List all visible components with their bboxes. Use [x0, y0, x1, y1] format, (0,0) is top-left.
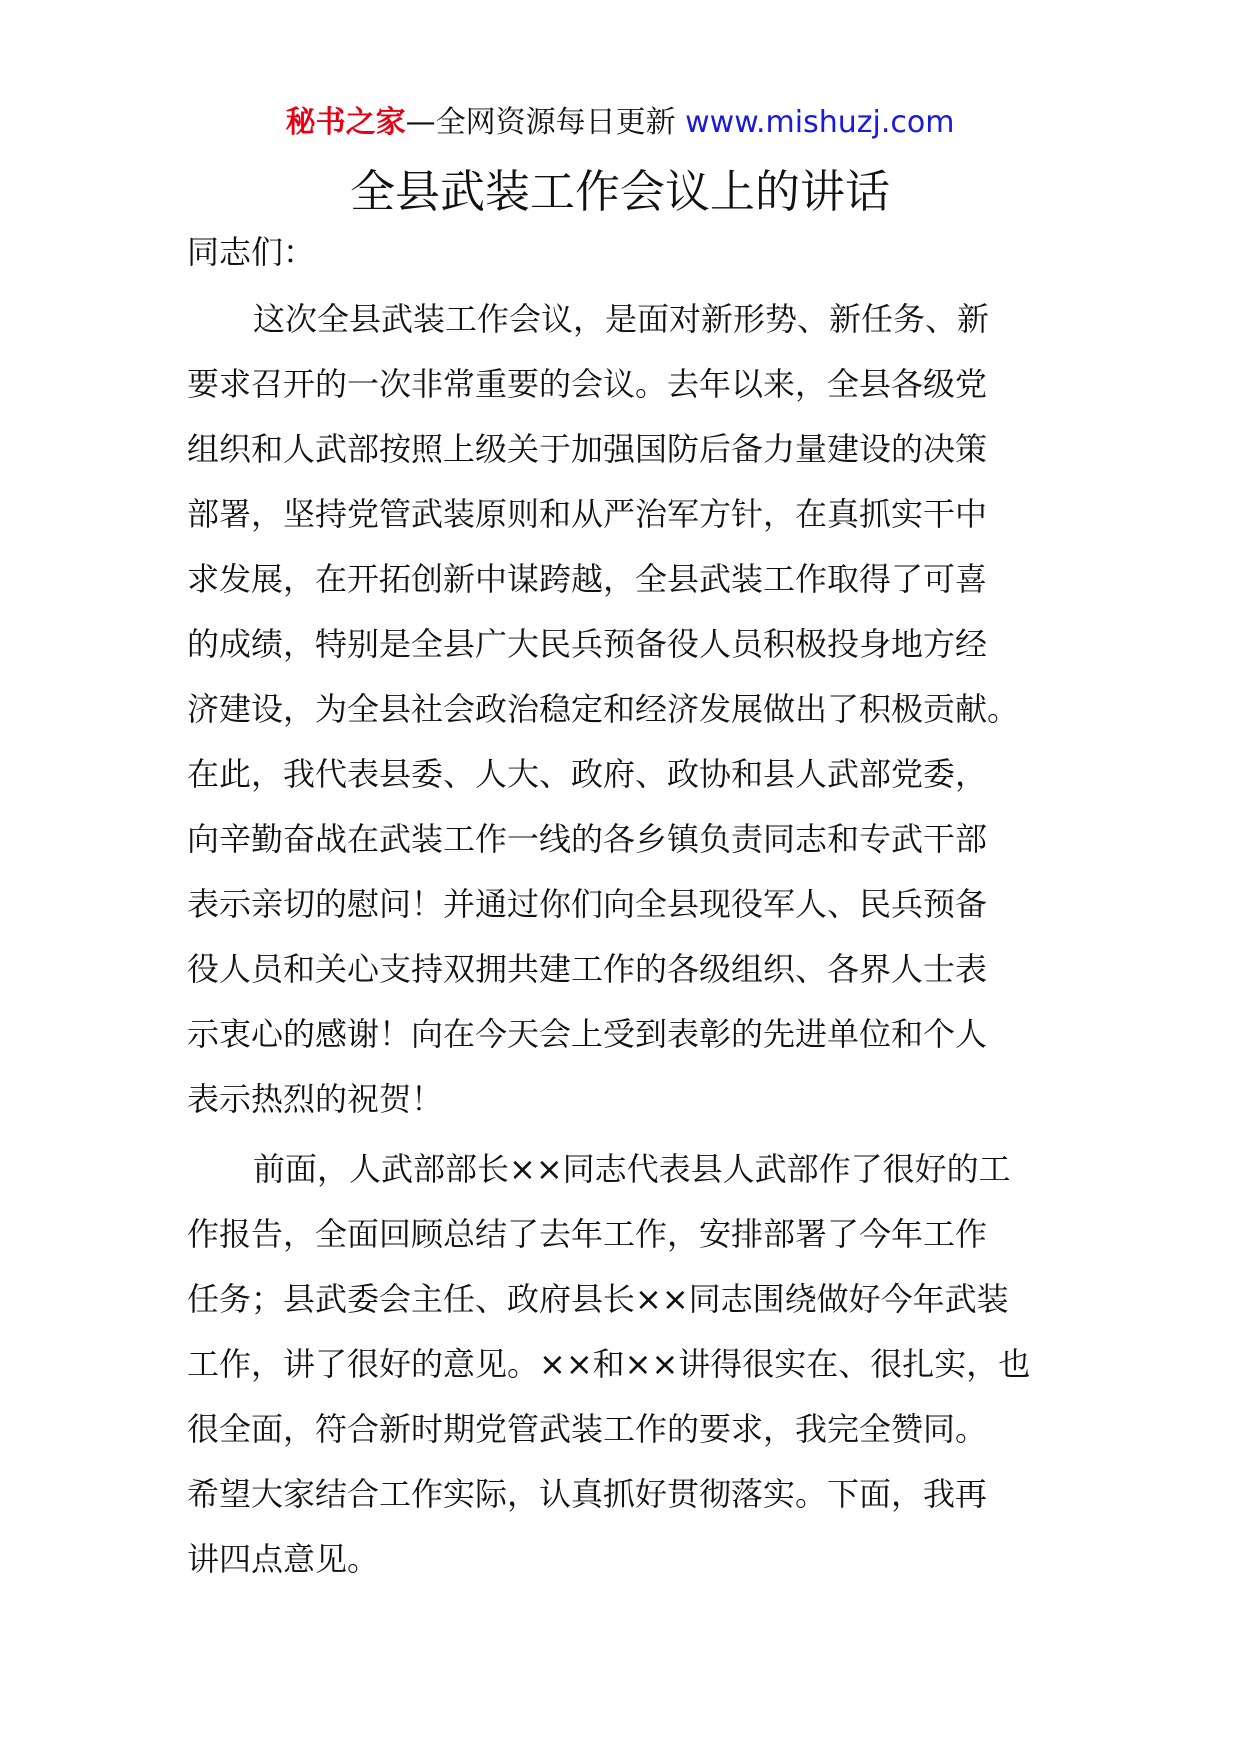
- paragraph-line: 讲四点意见。: [187, 1540, 380, 1578]
- paragraph-line: 示衷心的感谢！向在今天会上受到表彰的先进单位和个人: [187, 1015, 988, 1053]
- paragraph-line: 前面，人武部部长××同志代表县人武部作了很好的工: [253, 1150, 1011, 1188]
- site-header: [0, 103, 1240, 143]
- paragraph-line: 作报告，全面回顾总结了去年工作，安排部署了今年工作: [187, 1215, 988, 1253]
- salutation: 同志们：: [187, 233, 316, 271]
- paragraph-line: 这次全县武装工作会议，是面对新形势、新任务、新: [253, 300, 990, 338]
- document-title: 全县武装工作会议上的讲话: [349, 165, 890, 218]
- paragraph-line: 任务；县武委会主任、政府县长××同志围绕做好今年武装: [187, 1280, 1009, 1318]
- paragraph-line: 向辛勤奋战在武装工作一线的各乡镇负责同志和专武干部: [187, 820, 988, 858]
- paragraph-line: 表示亲切的慰问！并通过你们向全县现役军人、民兵预备: [187, 885, 988, 923]
- paragraph-line: 的成绩，特别是全县广大民兵预备役人员积极投身地方经: [187, 625, 988, 663]
- paragraph-2: [187, 1137, 1067, 1592]
- paragraph-line: 希望大家结合工作实际，认真抓好贯彻落实。下面，我再: [187, 1475, 988, 1513]
- paragraph-line: 很全面，符合新时期党管武装工作的要求，我完全赞同。: [187, 1410, 988, 1448]
- paragraph-1: [187, 287, 1067, 1132]
- paragraph-line: 役人员和关心支持双拥共建工作的各级组织、各界人士表: [187, 950, 988, 988]
- paragraph-line: 济建设，为全县社会政治稳定和经济发展做出了积极贡献。: [187, 690, 1020, 728]
- header-tagline: —全网资源每日更新: [405, 105, 686, 140]
- paragraph-line: 表示热烈的祝贺！: [187, 1080, 444, 1118]
- paragraph-line: 要求召开的一次非常重要的会议。去年以来，全县各级党: [187, 365, 988, 403]
- brand-name: 秘书之家: [285, 105, 406, 140]
- site-url-link[interactable]: www.mishuzj.com: [685, 105, 955, 140]
- paragraph-line: 部署，坚持党管武装原则和从严治军方针，在真抓实干中: [187, 495, 988, 533]
- paragraph-line: 组织和人武部按照上级关于加强国防后备力量建设的决策: [187, 430, 988, 468]
- paragraph-line: 工作，讲了很好的意见。××和××讲得很实在、很扎实，也: [187, 1345, 1031, 1383]
- paragraph-line: 求发展，在开拓创新中谋跨越，全县武装工作取得了可喜: [187, 560, 988, 598]
- paragraph-line: 在此，我代表县委、人大、政府、政协和县人武部党委，: [187, 755, 988, 793]
